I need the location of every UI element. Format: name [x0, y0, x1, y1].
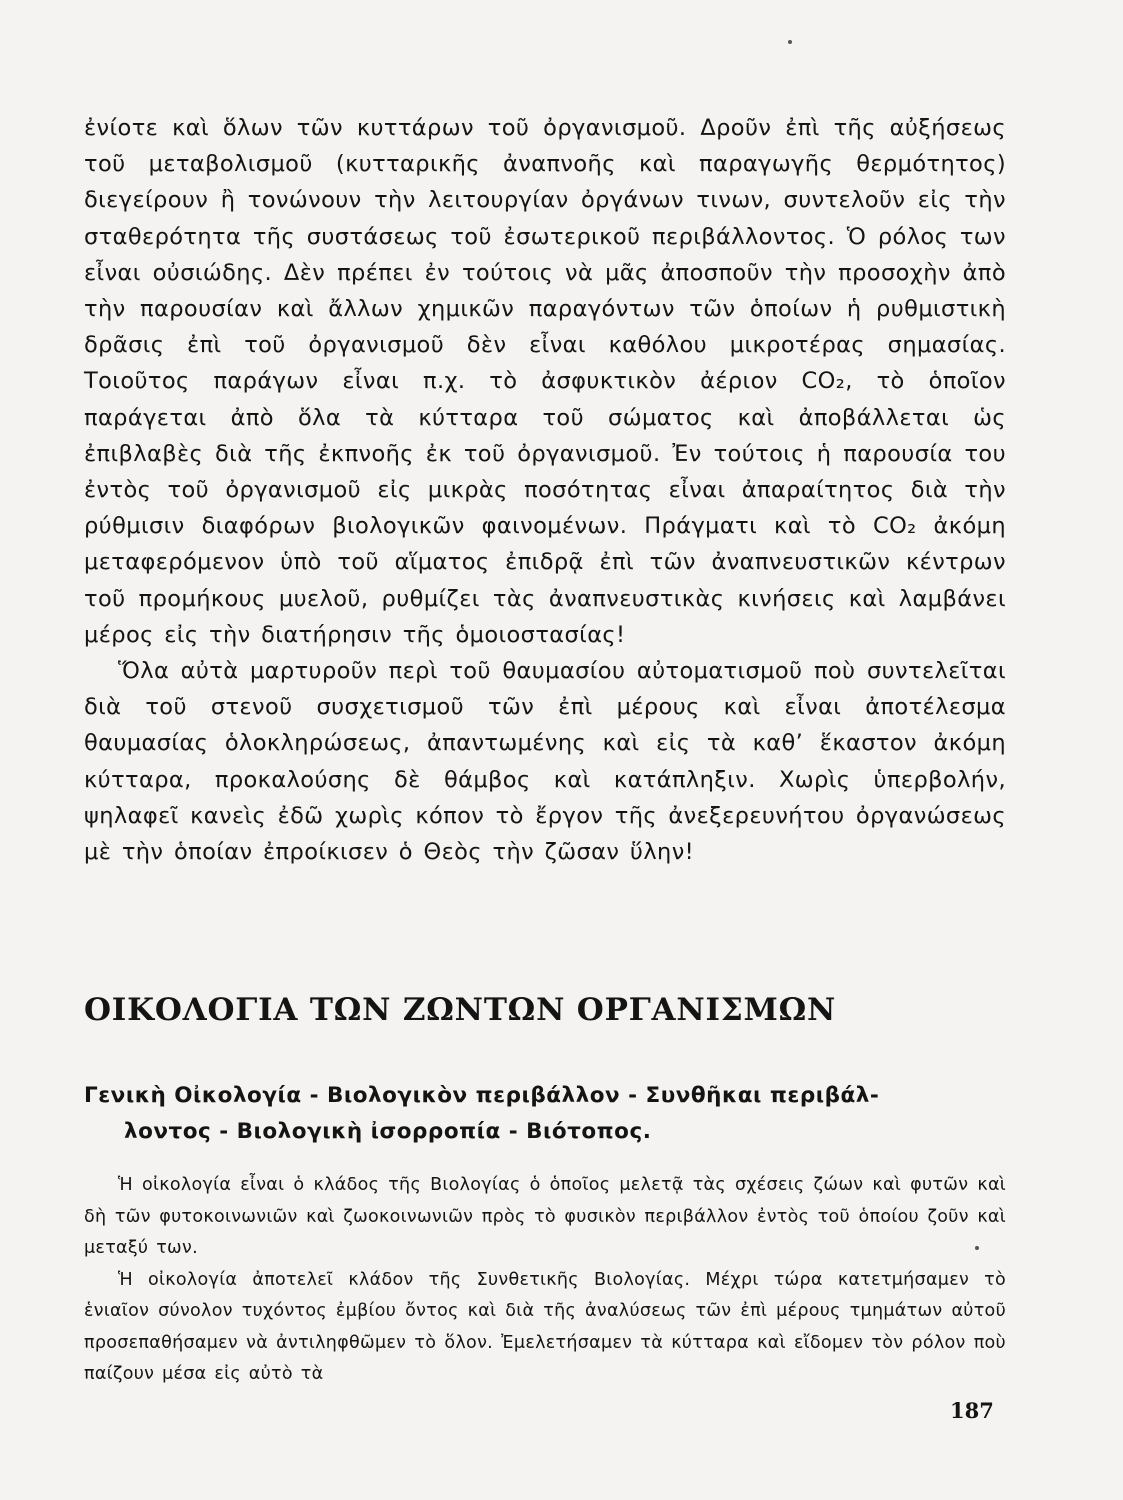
body-paragraph-1: ἐνίοτε καὶ ὅλων τῶν κυττάρων τοῦ ὀργανισμοῦ. Δροῦν ἐπὶ τῆς αὐξήσεως τοῦ μεταβολισμοῦ (κυτταρικῆς ἀναπνοῆς καὶ παραγωγῆς θερμότητος) διεγείρουν ἢ τονώνουν τὴν λειτουργίαν ὀργάνων τινων, συντελοῦν εἰς τὴν σταθερότητα τῆς συστάσεως τοῦ ἐσωτερικοῦ περιβάλλοντος. Ὁ ρόλος των εἶναι οὐσιώδης. Δὲν πρέπει ἐν τούτοις νὰ μᾶς ἀποσποῦν τὴν προσοχὴν ἀπὸ τὴν παρουσίαν καὶ ἄλλων χημικῶν παραγόντων τῶν ὁποίων ἡ ρυθμιστικὴ δρᾶσις ἐπὶ τοῦ ὀργανισμοῦ δὲν εἶναι καθόλου μικροτέρας σημασίας. Τοιοῦτος παράγων εἶναι π.χ. τὸ ἀσφυκτικὸν ἀέριον CO₂, τὸ ὁποῖον παράγεται ἀπὸ ὅλα τὰ κύτταρα τοῦ σώματος καὶ ἀποβάλλεται ὡς ἐπιβλαβὲς διὰ τῆς ἐκπνοῆς ἐκ τοῦ ὀργανισμοῦ. Ἐν τούτοις ἡ παρουσία του ἐντὸς τοῦ ὀργανισμοῦ εἰς μικρὰς ποσότητας εἶναι ἀπαραίτητος διὰ τὴν ρύθμισιν διαφόρων βιολογικῶν φαινομένων. Πράγματι καὶ τὸ CO₂ ἀκόμη μεταφερόμενον ὑπὸ τοῦ αἵματος ἐπιδρᾷ ἐπὶ τῶν ἀναπνευστικῶν κέντρων τοῦ προμήκους μυελοῦ, ρυθμίζει τὰς ἀναπνευστικὰς κινήσεις καὶ λαμβάνει μέρος εἰς τὴν διατήρησιν τῆς ὁμοιοστασίας!: [84, 115, 1006, 648]
section-paragraph-2: Ἡ οἰκολογία ἀποτελεῖ κλάδον τῆς Συνθετικῆς Βιολογίας. Μέχρι τώρα κατετμήσαμεν τὸ ἑνιαῖον σύνολον τυχόντος ἐμβίου ὄντος καὶ διὰ τῆς ἀναλύσεως τῶν ἐπὶ μέρους τμημάτων αὐτοῦ προσεπαθήσαμεν νὰ ἀντιληφθῶμεν τὸ ὅλον. Ἐμελετήσαμεν τὰ κύτταρα καὶ εἴδομεν τὸν ρόλον ποὺ παίζουν μέσα εἰς αὐτὸ τὰ: [84, 1269, 1006, 1384]
body-paragraph-2: Ὅλα αὐτὰ μαρτυροῦν περὶ τοῦ θαυμασίου αὐτοματισμοῦ ποὺ συντελεῖται διὰ τοῦ στενοῦ συσχετισμοῦ τῶν ἐπὶ μέρους καὶ εἶναι ἀποτέλεσμα θαυμασίας ὁλοκληρώσεως, ἀπαντωμένης καὶ εἰς τὰ καθ’ ἕκαστον ἀκόμη κύτταρα, προκαλούσης δὲ θάμβος καὶ κατάπληξιν. Χωρὶς ὑπερβολήν, ψηλαφεῖ κανεὶς ἐδῶ χωρὶς κόπον τὸ ἔργον τῆς ἀνεξερευνήτου ὀργανώσεως μὲ τὴν ὁποίαν ἐπροίκισεν ὁ Θεὸς τὴν ζῶσαν ὕλην!: [84, 658, 1006, 866]
section-subtitle: [84, 1078, 1006, 1150]
scan-speck: [788, 40, 792, 44]
subtitle-line-1: Γενικὴ Οἰκολογία - Βιολογικὸν περιβάλλον - Συνθῆκαι περιβάλ-: [84, 1083, 880, 1108]
scan-speck: [975, 1246, 979, 1250]
page-number: 187: [950, 1398, 994, 1423]
section-title: ΟΙΚΟΛΟΓΙΑ ΤΩΝ ΖΩΝΤΩΝ ΟΡΓΑΝΙΣΜΩΝ: [84, 992, 837, 1028]
section-body-text: [84, 1170, 1006, 1391]
section-paragraph-1: Ἡ οἰκολογία εἶναι ὁ κλάδος τῆς Βιολογίας ὁ ὁποῖος μελετᾷ τὰς σχέσεις ζώων καὶ φυτῶν καὶ δὴ τῶν φυτοκοινωνιῶν καὶ ζωοκοινωνιῶν πρὸς τὸ φυσικὸν περιβάλλον ἐντὸς τοῦ ὁποίου ζοῦν καὶ μεταξύ των.: [84, 1175, 1006, 1258]
subtitle-line-2: λοντος - Βιολογικὴ ἰσορροπία - Βιότοπος.: [124, 1119, 652, 1144]
main-body-text: [84, 110, 1006, 870]
